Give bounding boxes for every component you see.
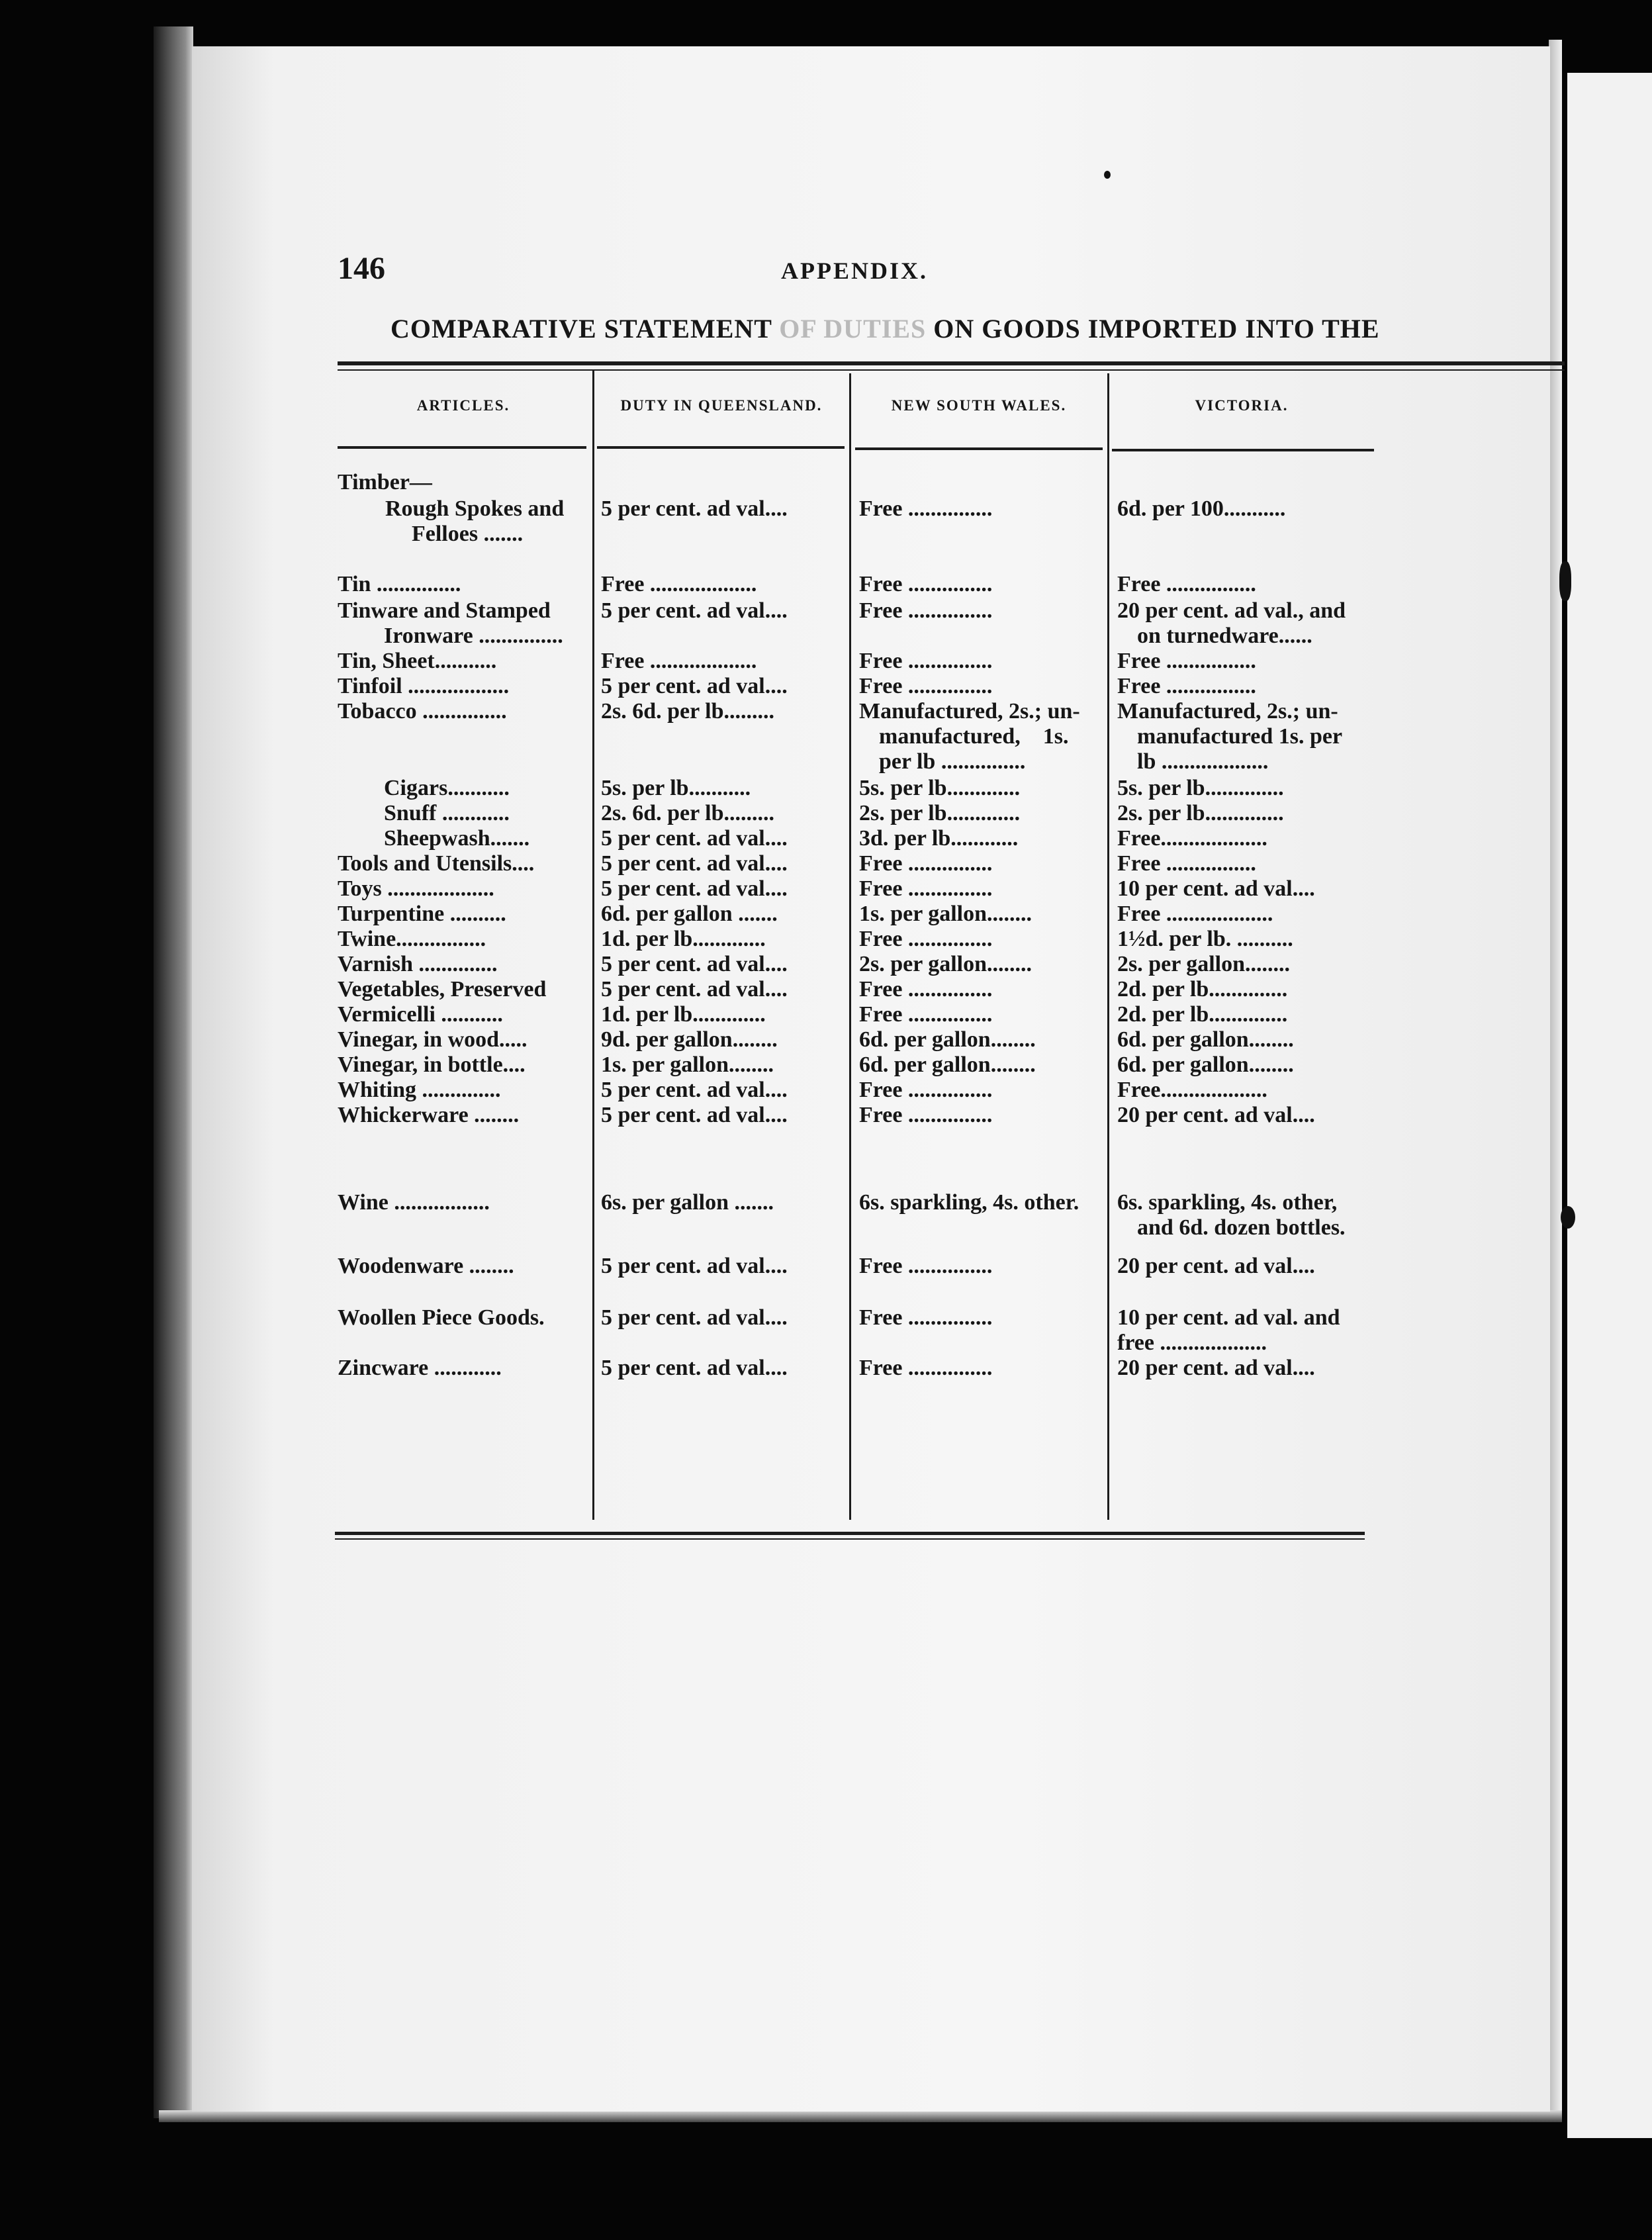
table-row [192, 1027, 1550, 1052]
table-row [192, 1078, 1550, 1103]
running-head: APPENDIX. [781, 257, 928, 284]
cell-victoria: 2d. per lb.............. [1117, 977, 1288, 1002]
cell-victoria: 1½d. per lb. .......... [1117, 927, 1293, 951]
cell-article: Tin ............... [338, 572, 461, 596]
cell-nsw: 6d. per gallon........ [859, 1052, 1036, 1077]
cell-victoria: Free ................ [1117, 851, 1256, 876]
cell-queensland: Free ................... [601, 649, 757, 673]
table-row [192, 1052, 1550, 1078]
cell-queensland: 5 per cent. ad val.... [601, 851, 788, 876]
table-row [192, 1330, 1550, 1356]
cell-queensland: 5 per cent. ad val.... [601, 1254, 788, 1278]
ink-speck [1104, 171, 1111, 179]
cell-article: Felloes ....... [412, 522, 524, 546]
cell-victoria: Free ................ [1117, 674, 1256, 698]
cell-victoria: Free ................... [1117, 902, 1273, 926]
cell-article: Vinegar, in wood..... [338, 1027, 528, 1052]
title-part-3: ON GOODS IMPORTED INTO THE [933, 314, 1380, 344]
cell-victoria: 20 per cent. ad val., and [1117, 598, 1346, 623]
cell-article: Tinware and Stamped [338, 598, 551, 623]
cell-article: Vermicelli ........... [338, 1002, 503, 1027]
cell-victoria: Manufactured, 2s.; un- [1117, 699, 1338, 723]
cell-nsw: 3d. per lb............ [859, 826, 1019, 851]
cell-victoria: 6d. per gallon........ [1117, 1052, 1294, 1077]
cell-victoria: and 6d. dozen bottles. [1137, 1215, 1346, 1240]
cell-nsw: Free ............... [859, 496, 993, 521]
page-edge [1549, 40, 1562, 2118]
cell-victoria: free ................... [1117, 1330, 1267, 1355]
table-row [192, 674, 1550, 699]
cell-queensland: 1d. per lb............. [601, 1002, 766, 1027]
cell-victoria: 5s. per lb.............. [1117, 776, 1284, 800]
cell-victoria: Free................... [1117, 1078, 1267, 1102]
cell-nsw: 2s. per lb............. [859, 801, 1021, 825]
cell-nsw: 6d. per gallon........ [859, 1027, 1036, 1052]
header-underline [597, 446, 845, 449]
table-row [192, 522, 1550, 547]
cell-queensland: 5 per cent. ad val.... [601, 826, 788, 851]
cell-nsw: 5s. per lb............. [859, 776, 1021, 800]
cell-article: Vegetables, Preserved [338, 977, 547, 1002]
cell-queensland: 9d. per gallon........ [601, 1027, 778, 1052]
header-underline [1112, 449, 1374, 451]
table-row [192, 927, 1550, 952]
table-row [192, 876, 1550, 902]
cell-nsw: manufactured, 1s. [879, 724, 1069, 749]
cell-queensland: 5 per cent. ad val.... [601, 1356, 788, 1380]
cell-queensland: 5 per cent. ad val.... [601, 952, 788, 976]
cell-victoria: 2s. per gallon........ [1117, 952, 1291, 976]
cell-queensland: 2s. 6d. per lb......... [601, 801, 774, 825]
cell-article: Tools and Utensils.... [338, 851, 535, 876]
table-row [192, 699, 1550, 724]
title-part-2-faded: OF DUTIES [779, 314, 927, 344]
cell-queensland: 2s. 6d. per lb......... [601, 699, 774, 723]
table-bottom-rule [335, 1532, 1365, 1535]
document-page [192, 46, 1550, 2112]
cell-queensland: 5 per cent. ad val.... [601, 876, 788, 901]
page-title [390, 313, 1380, 344]
table-row [192, 749, 1550, 774]
table-row [192, 952, 1550, 977]
table-row [192, 1305, 1550, 1330]
cell-article: Snuff ............ [384, 801, 510, 825]
cell-article: Varnish .............. [338, 952, 498, 976]
ink-blot [1559, 561, 1571, 601]
table-row [192, 496, 1550, 522]
cell-queensland: 5 per cent. ad val.... [601, 977, 788, 1002]
cell-victoria: lb ................... [1137, 749, 1269, 774]
table-row [192, 826, 1550, 851]
cell-victoria: Free ................ [1117, 572, 1256, 596]
cell-victoria: Free................... [1117, 826, 1267, 851]
table-row [192, 1254, 1550, 1279]
header-underline [855, 447, 1103, 450]
cell-article: Wine ................. [338, 1190, 490, 1215]
table-row [192, 851, 1550, 876]
cell-nsw: Free ............... [859, 1305, 993, 1330]
cell-queensland: 5 per cent. ad val.... [601, 1103, 788, 1127]
table-row [192, 902, 1550, 927]
cell-victoria: 20 per cent. ad val.... [1117, 1254, 1315, 1278]
table-row [192, 1002, 1550, 1027]
cell-article: Turpentine .......... [338, 902, 506, 926]
page-number: 146 [338, 251, 385, 286]
title-part-1: COMPARATIVE STATEMENT [390, 314, 772, 344]
table-top-rule [338, 361, 1565, 365]
cell-victoria: 20 per cent. ad val.... [1117, 1103, 1315, 1127]
cell-nsw: Free ............... [859, 977, 993, 1002]
cell-nsw: Free ............... [859, 1002, 993, 1027]
table-row [192, 801, 1550, 826]
cell-queensland: 5 per cent. ad val.... [601, 1305, 788, 1330]
cell-queensland: 6s. per gallon ....... [601, 1190, 774, 1215]
book-spine [154, 26, 193, 2118]
cell-article: Cigars........... [384, 776, 510, 800]
table-row [192, 1356, 1550, 1381]
table-row [192, 1190, 1550, 1215]
cell-article: Tinfoil .................. [338, 674, 510, 698]
facing-page [1567, 73, 1652, 2138]
cell-article: Timber— [338, 470, 432, 494]
cell-article: Whickerware ........ [338, 1103, 520, 1127]
cell-nsw: Free ............... [859, 851, 993, 876]
cell-queensland: 5 per cent. ad val.... [601, 1078, 788, 1102]
cell-nsw: Free ............... [859, 876, 993, 901]
table-row [192, 977, 1550, 1002]
cell-victoria: 6s. sparkling, 4s. other, [1117, 1190, 1338, 1215]
cell-queensland: 1d. per lb............. [601, 927, 766, 951]
cell-nsw: 2s. per gallon........ [859, 952, 1032, 976]
cell-article: Ironware ............... [384, 624, 563, 648]
cell-article: Woodenware ........ [338, 1254, 514, 1278]
cell-nsw: Free ............... [859, 674, 993, 698]
cell-nsw: 6s. sparkling, 4s. other. [859, 1190, 1079, 1215]
column-header-articles: ARTICLES. [416, 397, 510, 414]
cell-article: Zincware ............ [338, 1356, 502, 1380]
cell-victoria: 6d. per 100........... [1117, 496, 1286, 521]
table-bottom-rule-thin [335, 1538, 1365, 1540]
cell-nsw: Free ............... [859, 572, 993, 596]
cell-victoria: 2s. per lb.............. [1117, 801, 1284, 825]
cell-nsw: Free ............... [859, 1103, 993, 1127]
cell-victoria: 6d. per gallon........ [1117, 1027, 1294, 1052]
cell-nsw: Free ............... [859, 1356, 993, 1380]
ink-blot [1561, 1206, 1575, 1229]
cell-nsw: 1s. per gallon........ [859, 902, 1032, 926]
header-underline [338, 446, 586, 449]
cell-queensland: 5s. per lb........... [601, 776, 751, 800]
cell-nsw: Free ............... [859, 1254, 993, 1278]
table-row [192, 1103, 1550, 1128]
cell-article: Sheepwash....... [384, 826, 530, 851]
cell-victoria: Free ................ [1117, 649, 1256, 673]
cell-article: Whiting .............. [338, 1078, 501, 1102]
cell-queensland: 5 per cent. ad val.... [601, 496, 788, 521]
cell-nsw: Free ............... [859, 598, 993, 623]
cell-victoria: 2d. per lb.............. [1117, 1002, 1288, 1027]
cell-victoria: 20 per cent. ad val.... [1117, 1356, 1315, 1380]
table-row [192, 649, 1550, 674]
cell-article: Rough Spokes and [385, 496, 565, 521]
cell-nsw: Free ............... [859, 1078, 993, 1102]
cell-article: Vinegar, in bottle.... [338, 1052, 526, 1077]
cell-nsw: Free ............... [859, 649, 993, 673]
cell-victoria: on turnedware...... [1137, 624, 1312, 648]
table-row [192, 598, 1550, 624]
table-top-rule-thin [338, 369, 1565, 371]
cell-queensland: 1s. per gallon........ [601, 1052, 774, 1077]
cell-victoria: 10 per cent. ad val.... [1117, 876, 1315, 901]
cell-queensland: 6d. per gallon ....... [601, 902, 778, 926]
cell-article: Toys ................... [338, 876, 494, 901]
cell-article: Twine................ [338, 927, 486, 951]
cell-victoria: manufactured 1s. per [1137, 724, 1343, 749]
cell-queensland: Free ................... [601, 572, 757, 596]
table-row [192, 724, 1550, 749]
cell-victoria: 10 per cent. ad val. and [1117, 1305, 1340, 1330]
page-bottom-edge [159, 2110, 1562, 2122]
table-row [192, 1215, 1550, 1240]
column-header-nsw: NEW SOUTH WALES. [891, 397, 1067, 414]
table-row [192, 624, 1550, 649]
table-row [192, 572, 1550, 597]
cell-nsw: per lb ............... [879, 749, 1026, 774]
cell-article: Woollen Piece Goods. [338, 1305, 545, 1330]
cell-queensland: 5 per cent. ad val.... [601, 598, 788, 623]
cell-article: Tin, Sheet........... [338, 649, 497, 673]
cell-nsw: Free ............... [859, 927, 993, 951]
table-row [192, 776, 1550, 801]
table-row [192, 470, 1550, 495]
column-header-queensland: DUTY IN QUEENSLAND. [620, 397, 823, 414]
cell-article: Tobacco ............... [338, 699, 507, 723]
cell-nsw: Manufactured, 2s.; un- [859, 699, 1080, 723]
column-header-victoria: VICTORIA. [1195, 397, 1289, 414]
cell-queensland: 5 per cent. ad val.... [601, 674, 788, 698]
